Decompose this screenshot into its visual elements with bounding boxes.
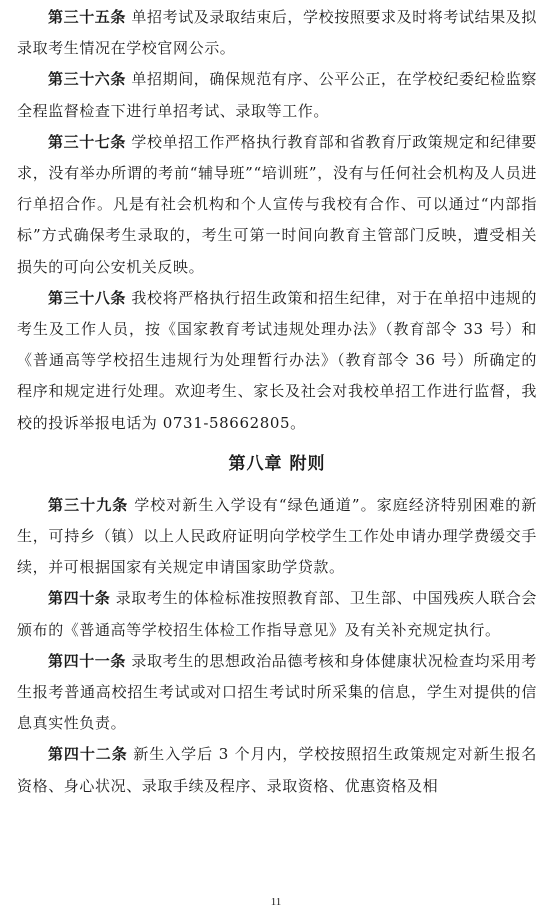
article-number: 第三十九条 [48, 495, 129, 514]
article-text: 学校对新生入学设有“绿色通道”。家庭经济特别困难的新生，可持乡（镇）以上人民政府证明向学校学生工作处申请办理学费缓交手续，并可根据国家有关规定申请国家助学贷款。 [17, 495, 537, 577]
article-number: 第四十一条 [48, 651, 127, 670]
article-text: 单招考试及录取结束后，学校按照要求及时将考试结果及拟录取考生情况在学校官网公示。 [17, 8, 537, 58]
article-number: 第三十七条 [48, 132, 127, 151]
article-39 [17, 490, 537, 584]
article-37 [17, 127, 537, 283]
article-text: 单招期间，确保规范有序、公平公正，在学校纪委纪检监察全程监督检查下进行单招考试、录取等工作。 [17, 70, 537, 120]
article-text: 新生入学后 3 个月内，学校按照招生政策规定对新生报名资格、身心状况、录取手续及程序、录取资格、优惠资格及相 [17, 745, 537, 795]
article-number: 第三十八条 [48, 288, 127, 307]
article-text: 录取考生的体检标准按照教育部、卫生部、中国残疾人联合会颁布的《普通高等学校招生体检工作指导意见》及有关补充规定执行。 [17, 589, 537, 639]
article-41 [17, 646, 537, 740]
article-number: 第三十六条 [48, 70, 127, 89]
article-text: 录取考生的思想政治品德考核和身体健康状况检查均采用考生报考普通高校招生考试或对口招生考试时所采集的信息，学生对提供的信息真实性负责。 [17, 651, 537, 733]
article-number: 第四十条 [48, 589, 111, 608]
article-number: 第三十五条 [48, 8, 127, 26]
article-text: 学校单招工作严格执行教育部和省教育厅政策规定和纪律要求，没有举办所谓的考前“辅导班”“培训班”，没有与任何社会机构及人员进行单招合作。凡是有社会机构和个人宣传与我校有合作、可以通过“内部指标”方式确保考生录取的，考生可第一时间向教育主管部门反映，遭受相关损失的可向公安机关反映。 [17, 132, 537, 276]
article-38 [17, 283, 537, 439]
page-content [17, 2, 537, 802]
article-36 [17, 64, 537, 126]
chapter-heading: 第八章 附则 [228, 453, 326, 474]
article-number: 第四十二条 [48, 745, 128, 764]
page-number: 11 [270, 896, 282, 908]
article-42 [17, 739, 537, 801]
article-35 [17, 2, 537, 64]
article-40 [17, 583, 537, 645]
article-text: 我校将严格执行招生政策和招生纪律，对于在单招中违规的考生及工作人员，按《国家教育考试违规处理办法》（教育部令 33 号）和《普通高等学校招生违规行为处理暂行办法》（教育部令 36 号）所确定的程序和规定进行处理。欢迎考生、家长及社会对我校单招工作进行监督，我校的投诉举报电话为 0731-58662805。 [17, 288, 537, 432]
